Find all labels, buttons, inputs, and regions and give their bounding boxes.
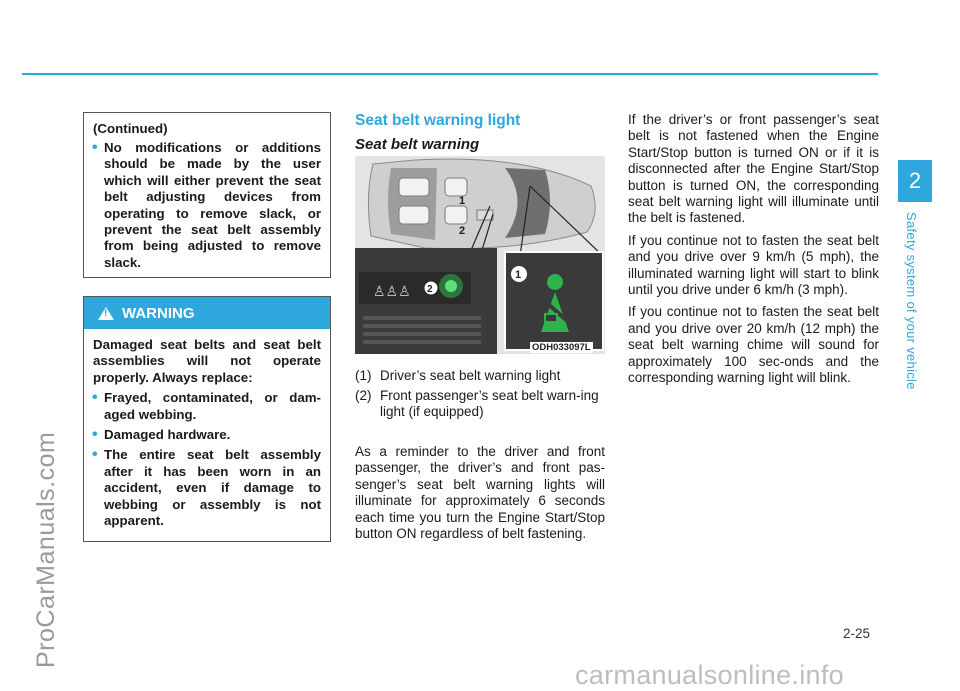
reminder-paragraph: As a reminder to the driver and front passenger, the driver’s and front pas-senger’s seat belt warning lights will illuminate for approximately 6 seconds each time you turn the Engine Start/Stop button ON regardless of belt fastening. — [355, 444, 605, 542]
right-column — [628, 112, 879, 393]
footer-watermark[interactable]: carmanualsonline.info — [575, 660, 844, 690]
continued-list — [93, 140, 321, 271]
legend-number: (2) — [355, 387, 372, 403]
legend-text: Driver’s seat belt warning light — [380, 368, 561, 383]
callout-label: 2 — [427, 284, 433, 295]
warning-list — [93, 390, 321, 529]
header-rule — [22, 73, 878, 75]
paragraph: If the driver’s or front passenger’s seat belt is not fastened when the Engine Start/Stop button is turned ON or if it is disconnected after the Engine Start/Stop button is turned ON, the corresponding seat belt warning light will illuminate until the belt is fastened. — [628, 112, 879, 226]
legend-item — [355, 388, 605, 421]
callout-label: 1 — [515, 269, 522, 281]
list-item: • Frayed, contaminated, or dam-aged webbing. — [93, 390, 321, 423]
list-item: • Damaged hardware. — [93, 427, 321, 443]
figure-legend — [355, 368, 605, 424]
legend-item — [355, 368, 605, 385]
callout-label: 2 — [459, 225, 466, 237]
warning-intro: Damaged seat belts and seat belt assemblies will not operate properly. Always replace: — [93, 337, 321, 385]
figure-code: ODH033097L — [532, 342, 591, 353]
paragraph: If you continue not to fasten the seat belt and you drive over 20 km/h (12 mph) the seat belt warning chime will sound for approximately 100 sec-onds and the corresponding warning light will blink. — [628, 304, 879, 386]
section-title: Seat belt warning light — [355, 112, 521, 129]
legend-text: Front passenger’s seat belt warn-ing light (if equipped) — [380, 387, 599, 419]
warning-icon: ! — [98, 307, 114, 320]
chapter-title: Safety system of your vehicle — [904, 212, 919, 390]
legend-number: (1) — [355, 368, 372, 383]
continued-box — [83, 112, 331, 278]
seat-belt-warning-figure — [355, 156, 605, 354]
list-item: • The entire seat belt assembly after it has been worn in an accident, even if damage to webbing or assembly is not apparent. — [93, 447, 321, 529]
watermark-left: ProCarManuals.com — [32, 431, 60, 668]
warning-title: WARNING — [122, 304, 195, 322]
seat-belt-warning-light-icon — [505, 252, 603, 350]
warning-box — [83, 296, 331, 542]
section-subtitle: Seat belt warning — [355, 136, 480, 153]
svg-text:♙♙♙: ♙♙♙ — [373, 284, 411, 300]
continued-heading: (Continued) — [93, 121, 168, 136]
warning-header — [84, 297, 330, 329]
paragraph: If you continue not to fasten the seat belt and you drive over 9 km/h (5 mph), the illuminated warning light will start to blink until you drive under 6 km/h (3 mph). — [628, 232, 879, 298]
callout-label: 1 — [459, 195, 466, 207]
list-item: • No modifications or additions should be made by the user which will either prevent the seat belt adjusting devices from operating to remove slack, or prevent the seat belt assembly from being adjusted to remove slack. — [93, 140, 321, 271]
page-number: 2-25 — [843, 626, 871, 641]
overhead-panel-icon — [355, 248, 497, 354]
chapter-tab[interactable]: 2 — [898, 160, 932, 202]
